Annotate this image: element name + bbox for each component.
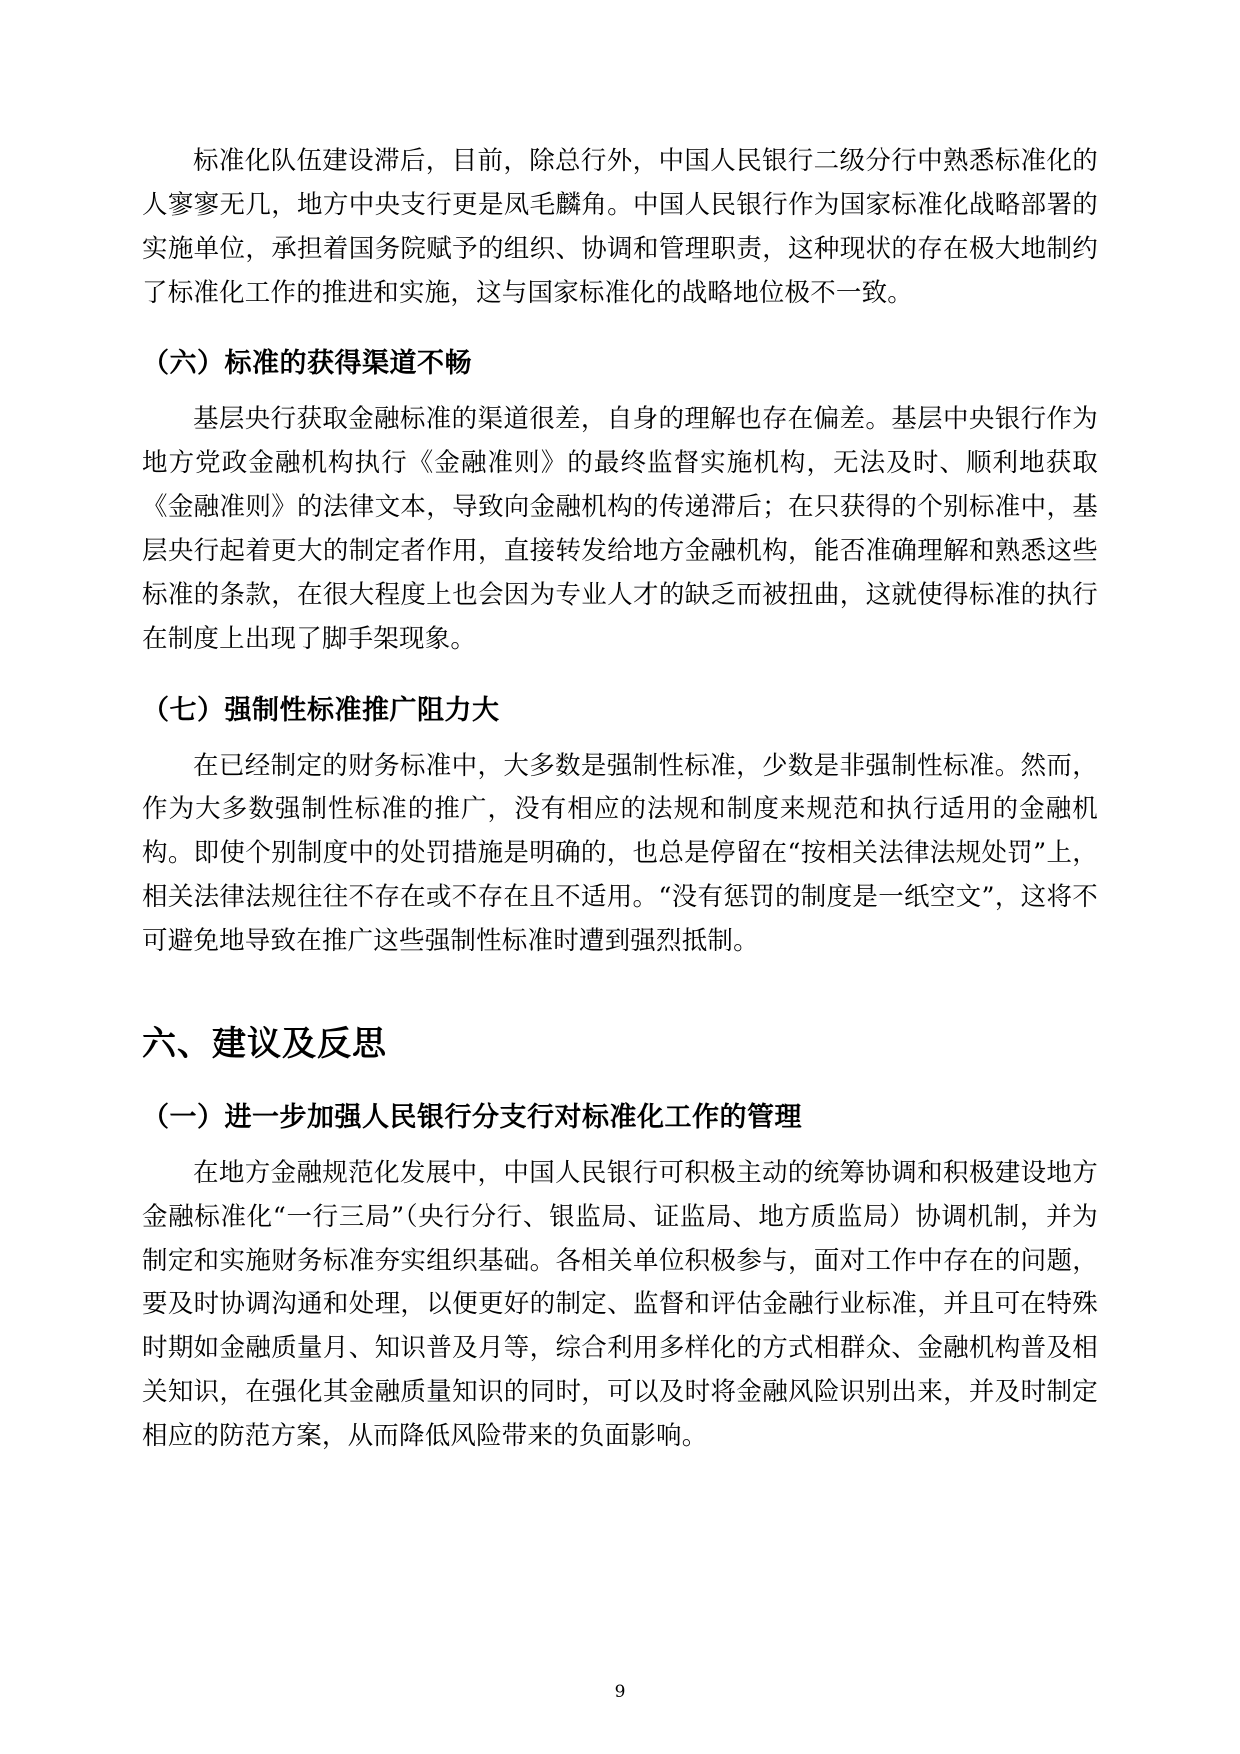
paragraph: 标准化队伍建设滞后，目前，除总行外，中国人民银行二级分行中熟悉标准化的人寥寥无几，地方中央支行更是凤毛麟角。中国人民银行作为国家标准化战略部署的实施单位，承担着国务院赋予的组织、协调和管理职责，这种现状的存在极大地制约了标准化工作的推进和实施，这与国家标准化的战略地位极不一致。 [142,146,1098,308]
section-heading: （一）进一步加强人民银行分支行对标准化工作的管理 [142,1101,802,1133]
chapter-heading: 六、建议及反思 [142,1023,387,1064]
page-number: 9 [614,1682,626,1702]
paragraph: 基层央行获取金融标准的渠道很差，自身的理解也存在偏差。基层中央银行作为地方党政金融机构执行《金融准则》的最终监督实施机构，无法及时、顺利地获取《金融准则》的法律文本，导致向金融机构的传递滞后；在只获得的个别标准中，基层央行起着更大的制定者作用，直接转发给地方金融机构，能否准确理解和熟悉这些标准的条款，在很大程度上也会因为专业人才的缺乏而被扭曲，这就使得标准的执行在制度上出现了脚手架现象。 [142,404,1098,654]
paragraph: 在地方金融规范化发展中，中国人民银行可积极主动的统筹协调和积极建设地方金融标准化“一行三局”（央行分行、银监局、证监局、地方质监局）协调机制，并为制定和实施财务标准夯实组织基础。各相关单位积极参与，面对工作中存在的问题，要及时协调沟通和处理，以便更好的制定、监督和评估金融行业标准，并且可在特殊时期如金融质量月、知识普及月等，综合利用多样化的方式相群众、金融机构普及相关知识，在强化其金融质量知识的同时，可以及时将金融风险识别出来，并及时制定相应的防范方案，从而降低风险带来的负面影响。 [142,1157,1098,1452]
section-heading: （六）标准的获得渠道不畅 [142,348,472,380]
paragraph: 在已经制定的财务标准中，大多数是强制性标准，少数是非强制性标准。然而，作为大多数强制性标准的推广，没有相应的法规和制度来规范和执行适用的金融机构。即使个别制度中的处罚措施是明确的，也总是停留在“按相关法律法规处罚”上，相关法律法规往往不存在或不存在且不适用。“没有惩罚的制度是一纸空文”，这将不可避免地导致在推广这些强制性标准时遭到强烈抵制。 [142,750,1098,957]
section-heading: （七）强制性标准推广阻力大 [142,694,500,726]
